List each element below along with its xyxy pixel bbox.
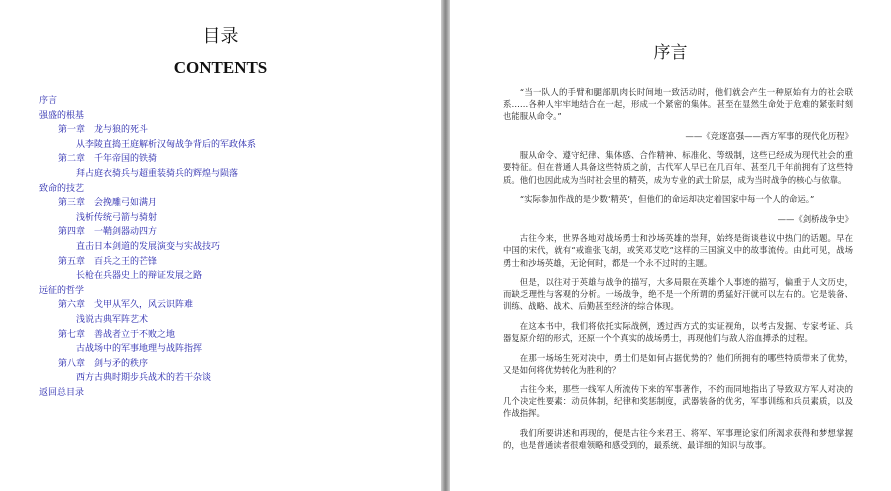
toc-subtitle-link[interactable]: 古战场中的军事地理与战阵指挥	[76, 344, 203, 355]
toc-title-en: CONTENTS	[173, 58, 268, 77]
preface-paragraph: 古往今来，世界各地对战场勇士和沙场英雄的崇拜，始终是街谈巷议中热门的话题。早在中国的宋代，就有“戒谁张飞胡，或笑邓艾吃”这样的三国演义中的故事流传。由此可见，战场勇士和沙场英雄，无论何时，都是一个永不过时的主题。	[503, 233, 853, 268]
preface-paragraph: “实际参加作战的是少数‘精英’，但他们的命运却决定着国家中每一个人的命运。”	[519, 194, 815, 205]
preface-page	[450, 0, 891, 491]
preface-paragraph: 我们所要讲述和再现的，便是古往今来君王、将军、军事理论家们所渴求获得和梦想掌握的，也是普通读者很难领略和感受到的，最系统、最详细的知识与故事。	[503, 428, 853, 451]
toc-chapter-link[interactable]: 第四章 一鞘剑器动四方	[58, 227, 158, 238]
page-divider	[441, 0, 450, 491]
toc-subtitle-link[interactable]: 浅说古典军阵艺术	[76, 314, 149, 325]
toc-page	[0, 0, 441, 491]
toc-chapter-link[interactable]: 第五章 百兵之王的芒锋	[58, 256, 158, 267]
preface-body	[503, 86, 853, 459]
toc-section-link[interactable]: 远征的哲学	[39, 285, 85, 296]
toc-section-link[interactable]: 序言	[39, 96, 58, 106]
preface-paragraph: 古往今来，那些一线军人所流传下来的军事著作，不约而同地指出了导致双方军人对决的几个决定性要素：动员体制，纪律和奖惩制度，武器装备的优劣，军事训练和兵员素质，以及作战指挥。	[503, 384, 853, 419]
preface-title: 序言	[653, 43, 688, 63]
toc-subtitle-link[interactable]: 从李陵直捣王庭解析汉匈战争背后的军政体系	[76, 139, 257, 150]
preface-citation: ——《竞逐富强——西方军事的现代化历程》	[685, 130, 853, 141]
preface-paragraph: 服从命令、遵守纪律、集体感、合作精神、标准化、等级制，这些已经成为现代社会的重要特征。但在普通人具备这些特质之前，古代军人早已在几百年、甚至几千年前拥有了这些特质。他们也因此成为当时社会里的精英，成为专业的武士阶层，成为当时战争的核心与依靠。	[503, 150, 853, 185]
preface-paragraph: 但是，以往对于英雄与战争的描写，大多局限在英雄个人事迹的描写，偏重于人文历史，而缺乏理性与客观的分析。一场战争，绝不是一个所谓的勇猛好汗就可以左右的。它是装备、训练、战略、战术、后勤甚至经济的综合体现。	[503, 277, 853, 312]
toc-chapter-link[interactable]: 第三章 会挽雕弓如满月	[58, 198, 158, 209]
toc-section-link[interactable]: 返回总目录	[39, 387, 85, 398]
preface-paragraph: 在那一场场生死对决中，勇士们是如何占据优势的？他们所拥有的哪些特质带来了优势，又是如何将优势转化为胜利的？	[503, 352, 853, 375]
toc-section-link[interactable]: 致命的技艺	[39, 183, 85, 194]
toc-chapter-link[interactable]: 第七章 善战者立于不败之地	[58, 329, 176, 340]
toc-chapter-link[interactable]: 第一章 龙与狼的死斗	[58, 125, 149, 136]
preface-paragraph: “当一队人的手臂和腿部肌肉长时间地一致活动时，他们就会产生一种原始有力的社会联系……各种人牢牢地结合在一起，形成一个紧密的集体。甚至在显然生命处于危难的紧张时刻也能服从命令。”	[503, 87, 853, 122]
toc-subtitle-link[interactable]: 拜占庭衣骑兵与超重装骑兵的辉煌与陨落	[76, 168, 239, 179]
toc-chapter-link[interactable]: 第六章 戈甲从军久，风云识阵难	[58, 300, 194, 311]
toc-subtitle-link[interactable]: 西方古典时期步兵战术的若干杂谈	[76, 373, 212, 384]
toc-section-link[interactable]: 强盛的根基	[39, 110, 85, 121]
toc-subtitle-link[interactable]: 长枪在兵器史上的辩证发展之路	[76, 271, 203, 282]
preface-citation: ——《剑桥战争史》	[777, 213, 853, 224]
toc-chapter-link[interactable]: 第二章 千年帝国的铁骑	[58, 154, 158, 165]
preface-paragraph: 在这本书中，我们将依托实际战例，透过西方式的实证视角，以考古发掘、专家考证、兵器复原介绍的形式，还原一个个真实的战场勇士，再现他们与敌人浴血搏杀的过程。	[503, 320, 853, 343]
toc-list	[39, 94, 256, 400]
toc-title-cn: 目录	[202, 26, 239, 47]
toc-chapter-link[interactable]: 第八章 剑与矛的秩序	[58, 358, 149, 369]
toc-subtitle-link[interactable]: 直击日本剑道的发展演变与实战技巧	[76, 241, 221, 252]
toc-subtitle-link[interactable]: 浅析传统弓箭与骑射	[76, 212, 158, 223]
